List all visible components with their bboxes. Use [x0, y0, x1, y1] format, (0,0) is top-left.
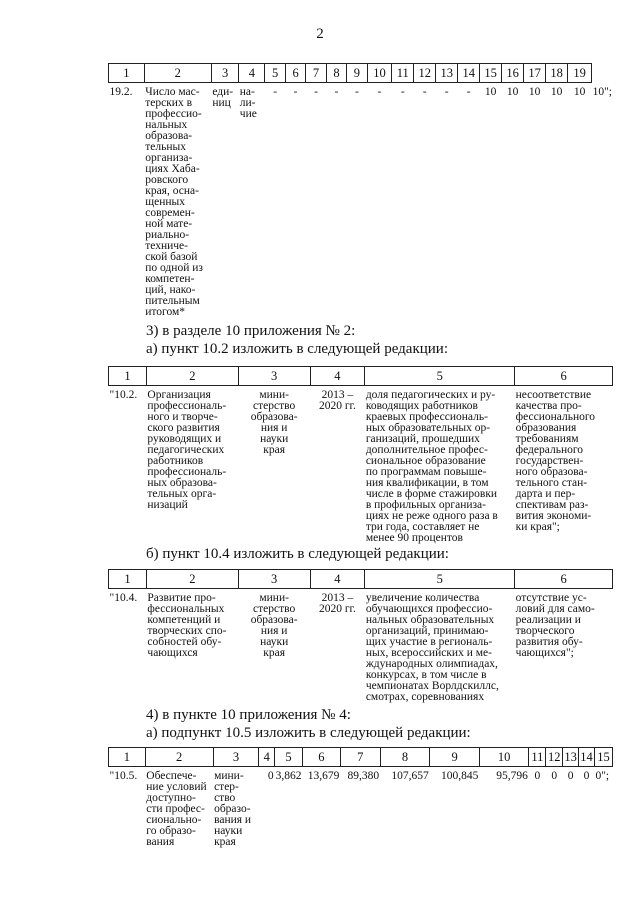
value-cell: 10 — [506, 86, 519, 98]
table-row — [109, 386, 613, 545]
table-row — [109, 767, 613, 849]
paragraph-section-10: 3) в разделе 10 приложения № 2: — [146, 323, 356, 339]
table-activity-10-4 — [108, 569, 613, 703]
header-cell: 8 — [380, 748, 430, 767]
table-header-row — [109, 367, 613, 386]
value-cell: 95,796 — [496, 770, 528, 782]
header-cell: 14 — [458, 64, 480, 83]
value-cell: - — [377, 86, 382, 98]
header-cell: 7 — [340, 748, 380, 767]
period: 2013 – 2020 гг. — [318, 389, 356, 412]
value-cell: - — [334, 86, 339, 98]
activity-name: Обеспече- ние условий доступно- сти профес- сионально- го образо- вания — [146, 770, 207, 848]
table-activity-10-2 — [108, 366, 613, 544]
row-number: "10.4. — [109, 592, 138, 604]
executor: мини- стер- ство образо- вания и науки края — [214, 770, 252, 848]
value-cell: - — [354, 86, 359, 98]
header-cell: 6 — [285, 64, 305, 83]
header-cell: 1 — [109, 367, 147, 386]
header-cell: 18 — [546, 64, 568, 83]
header-cell: 2 — [145, 748, 213, 767]
value-cell: - — [273, 86, 278, 98]
value-cell: 89,380 — [347, 770, 380, 782]
executor: мини- стерство образова- ния и науки края — [250, 592, 298, 659]
indicator-name: Число мас- терских в профессио- нальных образова- тельных организа- циях Хаба- ровского края, осна- щенных современ- ной мате- риально- техниче- ской базой по одной из компетен- ций, нако- пительным итогом* — [145, 86, 203, 318]
unit-cell: еди- ниц — [212, 86, 234, 109]
header-cell: 12 — [414, 64, 436, 83]
header-cell: 14 — [579, 748, 595, 767]
risk: несоответствие качества про- фессионального образования требованиям федерального государствен- ного образова- тельного стан- дарта и пер- спективам раз- вития экономи- ки края"; — [515, 389, 596, 533]
header-cell: 9 — [347, 64, 367, 83]
value-cell: 0"; — [595, 770, 610, 782]
header-cell: 6 — [302, 748, 340, 767]
value-cell: - — [293, 86, 298, 98]
activity-name: Организация профессиональ- ного и творче- ского развития руководящих и педагогических работников профессиональ- ных образова- тельных орга- низаций — [147, 389, 227, 511]
paragraph-item-10-5: а) подпункт 10.5 изложить в следующей редакции: — [146, 725, 471, 741]
row-number: 19.2. — [109, 86, 133, 98]
value-cell: 0 — [534, 770, 541, 782]
activity-name: Развитие про- фессиональных компетенций и творческих спо- собностей обу- чающихся — [147, 592, 227, 659]
header-cell: 2 — [146, 367, 238, 386]
value-cell: 0 — [567, 770, 574, 782]
header-cell: 15 — [594, 748, 612, 767]
header-cell: 4 — [310, 570, 365, 589]
value-cell: 0 — [583, 770, 590, 782]
page-number: 2 — [316, 26, 324, 42]
value-cell: - — [466, 86, 471, 98]
header-cell: 11 — [529, 748, 546, 767]
value-cell: - — [444, 86, 449, 98]
header-cell: 10 — [479, 748, 528, 767]
risk: отсутствие ус- ловий для само- реализации и творческого развития обу- чающихся"; — [515, 592, 595, 659]
header-cell: 11 — [392, 64, 414, 83]
value-cell: 10 — [528, 86, 541, 98]
table-header-row — [109, 748, 613, 767]
value-cell: 10 — [573, 86, 586, 98]
value-cell: 3,862 — [275, 770, 302, 782]
executor: мини- стерство образова- ния и науки края — [250, 389, 298, 456]
value-cell: - — [400, 86, 405, 98]
paragraph-section-appendix-4: 4) в пункте 10 приложения № 4: — [146, 707, 351, 723]
value-cell: 10"; — [592, 85, 612, 98]
header-cell: 6 — [515, 570, 613, 589]
value-cell: 10 — [550, 86, 563, 98]
row-number: "10.5. — [109, 770, 138, 782]
table-row — [109, 83, 614, 319]
header-cell: 4 — [259, 748, 275, 767]
paragraph-item-10-4: б) пункт 10.4 изложить в следующей редакции: — [146, 546, 449, 562]
header-cell: 3 — [238, 570, 310, 589]
header-cell: 1 — [109, 64, 145, 83]
header-cell: 4 — [310, 367, 365, 386]
header-cell: 6 — [515, 367, 613, 386]
header-cell: 5 — [365, 570, 515, 589]
header-cell: 5 — [275, 748, 303, 767]
header-cell: 16 — [502, 64, 524, 83]
expected-result: доля педагогических и ру- ководящих работников краевых профессиональ- ных образовательных ор- ганизаций, прошедших дополнительное профес- сиональное образование по программам повыше- ния квалификации, в том числе в форме стажировки в профильных организа- циях не реже одного раза в три года, составляет не менее 90 процентов — [365, 389, 498, 544]
header-cell: 17 — [524, 64, 546, 83]
header-cell: 13 — [436, 64, 458, 83]
header-cell: 7 — [306, 64, 326, 83]
value-cell: 107,657 — [391, 770, 429, 782]
base-cell: на- ли- чие — [239, 86, 257, 120]
paragraph-item-10-2: а) пункт 10.2 изложить в следующей редакции: — [146, 341, 448, 357]
expected-result: увеличение количества обучающихся профессио- нальных образовательных организаций, принимаю- щих участие в региональ- ных, всероссийских и ме- ждународных олимпиадах, конкурсах, в том числе в чемпионатах Ворлдскиллс, смотрах, соревнованиях — [365, 592, 499, 703]
value-cell: 0 — [267, 770, 274, 782]
header-cell: 10 — [367, 64, 392, 83]
header-cell: 1 — [109, 748, 146, 767]
header-cell: 5 — [265, 64, 285, 83]
table-indicators — [108, 63, 613, 318]
header-cell: 4 — [239, 64, 265, 83]
header-cell: 15 — [480, 64, 502, 83]
period: 2013 – 2020 гг. — [318, 592, 356, 615]
header-cell: 8 — [326, 64, 346, 83]
value-cell: 10 — [484, 86, 497, 98]
header-cell: 5 — [365, 367, 515, 386]
table-header-row — [109, 570, 613, 589]
table-header-row — [109, 64, 614, 83]
header-cell: 2 — [144, 64, 211, 83]
row-number: "10.2. — [109, 389, 138, 401]
header-cell: 9 — [430, 748, 480, 767]
header-cell: 3 — [238, 367, 310, 386]
value-cell: 0 — [551, 770, 558, 782]
value-cell: - — [422, 86, 427, 98]
header-cell: 3 — [211, 64, 238, 83]
value-cell: 100,845 — [441, 770, 479, 782]
table-funding-10-5 — [108, 747, 613, 848]
value-cell: - — [314, 86, 318, 98]
value-cell: 13,679 — [307, 770, 340, 782]
table-row — [109, 589, 613, 704]
header-cell: 12 — [546, 748, 563, 767]
header-cell: 2 — [146, 570, 238, 589]
header-cell: 19 — [568, 64, 592, 83]
header-cell: 13 — [563, 748, 579, 767]
header-cell: 1 — [109, 570, 147, 589]
header-cell: 3 — [213, 748, 259, 767]
